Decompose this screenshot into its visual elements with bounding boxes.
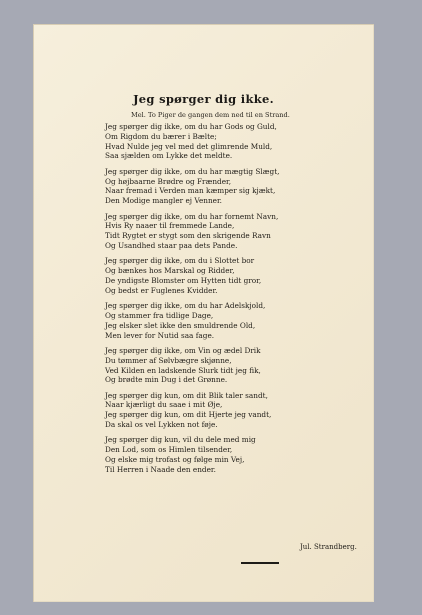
closing-rule bbox=[241, 562, 279, 564]
melody-note: Mel. To Piger de gangen dem ned til en Strand. bbox=[131, 111, 290, 119]
stanza bbox=[105, 435, 375, 474]
verse-line: Jeg spørger dig kun, om dit Hjerte jeg vandt, bbox=[105, 410, 272, 420]
verse-line: Jeg spørger dig ikke, om Vin og ædel Drik bbox=[105, 345, 261, 355]
verse-line: Naar fremad i Verden man kæmper sig kjækt, bbox=[105, 186, 276, 196]
verse-line: Jeg spørger dig ikke, om du har Adelskjold, bbox=[105, 301, 266, 311]
verse-line: Men lever for Nutid saa fage. bbox=[105, 330, 215, 340]
verse-line: Jeg spørger dig ikke, om du har mægtig Slægt, bbox=[105, 166, 280, 176]
verse-line: Og elske mig trofast og følge min Vej, bbox=[105, 455, 245, 465]
author-signature: Jul. Strandberg. bbox=[300, 543, 357, 551]
verse-line: Jeg spørger dig ikke, om du har fornemt Navn, bbox=[105, 211, 279, 221]
verse-line: Og brødte min Dug i det Grønne. bbox=[105, 375, 228, 385]
verse-line: Da skal os vel Lykken not føje. bbox=[105, 420, 218, 430]
verse-line: Den Lod, som os Himlen tilsender, bbox=[105, 445, 233, 455]
verse-line: Du tømmer af Sølvbægre skjønne, bbox=[105, 355, 232, 365]
verse-line: Og stammer fra tidlige Dage, bbox=[105, 310, 214, 320]
verse-line: Hvad Nulde jeg vel med det glimrende Muld, bbox=[105, 141, 273, 151]
verse-line: Jeg spørger dig ikke, om du har Gods og Guld, bbox=[105, 122, 277, 131]
verse-line: Saa sjælden om Lykke det meldte. bbox=[105, 151, 233, 161]
verse-line: Den Modige mangler ej Venner. bbox=[105, 196, 223, 206]
stanza bbox=[105, 167, 375, 206]
verse-line: Tidt Rygtet er stygt som den skrigende Ravn bbox=[105, 231, 271, 241]
stanza bbox=[105, 256, 375, 295]
verse-line: Og bedst er Fuglenes Kvidder. bbox=[105, 285, 218, 295]
poem-title: Jeg spørger dig ikke. bbox=[133, 92, 274, 106]
verse-line: Og bænkes hos Marskal og Ridder, bbox=[105, 266, 235, 276]
verse-line: Til Herren i Naade den ender. bbox=[105, 464, 216, 474]
stanza bbox=[105, 301, 375, 340]
verse-line: Ved Kilden en ladskende Slurk tidt jeg fik, bbox=[105, 365, 261, 375]
stanza bbox=[105, 391, 375, 430]
verse-line: Jeg spørger dig kun, vil du dele med mig bbox=[105, 435, 256, 445]
verse-line: Naar kjærligt du saae i mit Øje, bbox=[105, 400, 223, 410]
verse-line: De yndigste Blomster om Hytten tidt gror, bbox=[105, 275, 262, 285]
stanza bbox=[105, 212, 375, 251]
stanza bbox=[105, 122, 375, 161]
verse-line: Og Usandhed staar paa dets Pande. bbox=[105, 240, 238, 250]
verse-line: Jeg spørger dig ikke, om du i Slottet bor bbox=[105, 256, 255, 266]
paper-sheet bbox=[33, 24, 374, 602]
verse-line: Jeg elsker slet ikke den smuldrende Old, bbox=[105, 320, 256, 330]
verse-line: Og højbaarne Brødre og Frænder, bbox=[105, 176, 232, 186]
stanza bbox=[105, 346, 375, 385]
verse-line: Hvis Ry naaer til fremmede Lande, bbox=[105, 221, 235, 231]
verse-line: Om Rigdom du bærer i Bælte; bbox=[105, 131, 217, 141]
poem-body bbox=[105, 122, 375, 480]
verse-line: Jeg spørger dig kun, om dit Blik taler sandt, bbox=[105, 390, 268, 400]
